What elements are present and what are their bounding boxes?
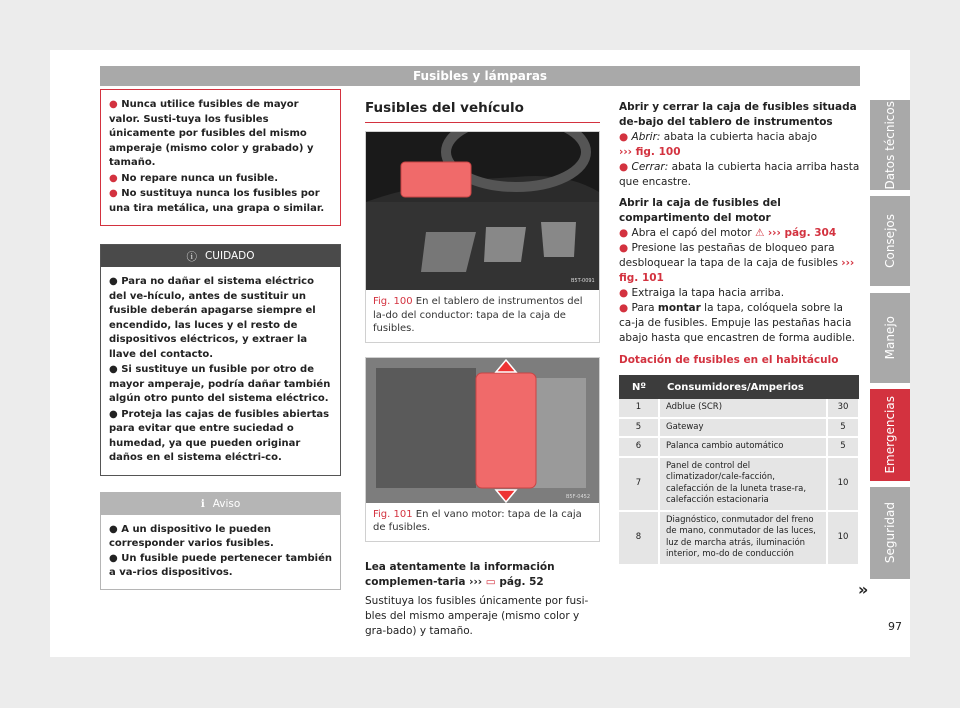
right-column [619, 100, 860, 566]
note-title: Aviso [212, 497, 241, 510]
fig101-caption: Fig. 101 En el vano motor: tapa de la caja de fusibles. [373, 508, 582, 533]
caution-icon: ⓘ [186, 250, 197, 263]
step-2: ● Presione las pestañas de bloqueo para desbloquear la tapa de la caja de fusibles ››› fig. 101 [619, 242, 855, 284]
note-bullet: ● Un fusible puede pertenecer también a va-rios dispositivos. [109, 552, 333, 578]
warning-box [100, 89, 341, 226]
warning-bullet: ● No repare nunca un fusible. [109, 172, 279, 184]
fig101-image [366, 358, 599, 503]
table-title: Dotación de fusibles en el habitáculo [619, 354, 839, 366]
step-3: ● Extraiga la tapa hacia arriba. [619, 287, 785, 299]
caution-bullet: ● Para no dañar el sistema eléctrico del ve-hículo, antes de sustituir un fusible deberán apagarse siempre el encendido, las luces y el resto de dispositivos eléctricos, y extraer la llave del contacto. [109, 276, 316, 360]
note-bullet: ● A un dispositivo le pueden corresponder varios fusibles. [109, 523, 274, 549]
step-1: ● Abra el capó del motor ⚠ ››› pág. 304 [619, 227, 837, 239]
caution-title: CUIDADO [204, 250, 255, 262]
table-row: 7 Panel de control del climatizador/cale-facción, calefacción de la luneta trase-ra, calefacción estacionaria 10 [619, 457, 859, 511]
caution-box [100, 244, 341, 476]
table-row: 1 Adblue (SCR) 30 [619, 399, 859, 418]
book-icon: ▭ [485, 575, 496, 588]
step2-ref-link[interactable]: ››› fig. 101 [619, 257, 855, 284]
left-column [100, 89, 341, 590]
fig101-code: B5F-0452 [566, 493, 591, 500]
lead-paragraph: Lea atentamente la información complemen-taria ››› ▭ pág. 52 [365, 560, 555, 588]
warning-bullet: ● Nunca utilice fusibles de mayor valor. Susti-tuya los fusibles únicamente por fusibles del mismo amperaje (mismo color y grabado) y tamaño. [109, 99, 314, 168]
tab-consejos[interactable]: Consejos [870, 196, 910, 286]
step-4: ● Para montar la tapa, colóquela sobre la ca-ja de fusibles. Empuje las pestañas hacia abajo hasta que encastren de forma audible. [619, 302, 855, 344]
caution-bullet: ● Proteja las cajas de fusibles abiertas para evitar que entre suciedad o humedad, ya que pueden originar daños en el sistema eléctri-co. [109, 408, 330, 463]
tab-seguridad[interactable]: Seguridad [870, 487, 910, 579]
subheading-dashboard: Abrir y cerrar la caja de fusibles situada de-bajo del tablero de instrumentos [619, 101, 857, 128]
warning-triangle-icon: ⚠ [755, 227, 765, 239]
table-row: 6 Palanca cambio automático 5 [619, 437, 859, 457]
figure-101 [365, 357, 600, 542]
middle-column [365, 100, 600, 639]
open-fig-ref-link[interactable]: ››› fig. 100 [619, 146, 681, 158]
step-close: ● Cerrar: abata la cubierta hacia arriba hasta que encastre. [619, 161, 860, 188]
header-title: Fusibles y lámparas [412, 69, 548, 83]
tab-emergencias[interactable]: Emergencias [870, 389, 910, 481]
caution-header [101, 245, 340, 267]
warning-bullet: ● No sustituya nunca los fusibles por una tira metálica, una grapa o similar. [109, 188, 325, 214]
note-box [100, 492, 341, 590]
info-icon: ℹ [200, 497, 205, 510]
table-row: 8 Diagnóstico, conmutador del freno de mano, conmutador de las luces, luz de marcha atrás, iluminación interior, mo-do de conducción 10 [619, 511, 859, 565]
page-header [100, 66, 860, 86]
col-header-number: Nº [619, 375, 659, 399]
step-open: ● Abrir: abata la cubierta hacia abajo [619, 131, 818, 143]
fig100-caption: Fig. 100 En el tablero de instrumentos del la-do del conductor: tapa de la caja de fusibles. [373, 296, 583, 334]
step1-ref-link[interactable]: ››› pág. 304 [767, 227, 837, 239]
caution-bullet: ● Si sustituye un fusible por otro de mayor amperaje, podría dañar también algún otro punto del sistema eléctrico. [109, 364, 331, 404]
note-header [101, 493, 340, 515]
table-row: 5 Gateway 5 [619, 418, 859, 438]
lead-ref-link[interactable]: pág. 52 [499, 575, 544, 588]
tab-manejo[interactable]: Manejo [870, 293, 910, 383]
subheading-engine: Abrir la caja de fusibles del compartimento del motor [619, 197, 781, 224]
fig100-image [366, 132, 599, 290]
section-title: Fusibles del vehículo [365, 100, 600, 123]
fuse-table [619, 375, 860, 566]
col-header-consumers: Consumidores/Amperios [659, 375, 859, 399]
page-number: 97 [888, 620, 902, 633]
fig100-code: B5T-0091 [571, 278, 595, 284]
figure-100 [365, 131, 600, 343]
body-paragraph: Sustituya los fusibles únicamente por fusi-bles del mismo amperaje (mismo color y gra-bado) y tamaño. [365, 594, 589, 637]
tab-datos-tecnicos[interactable]: Datos técnicos [870, 100, 910, 190]
continue-marker: » [858, 580, 869, 599]
